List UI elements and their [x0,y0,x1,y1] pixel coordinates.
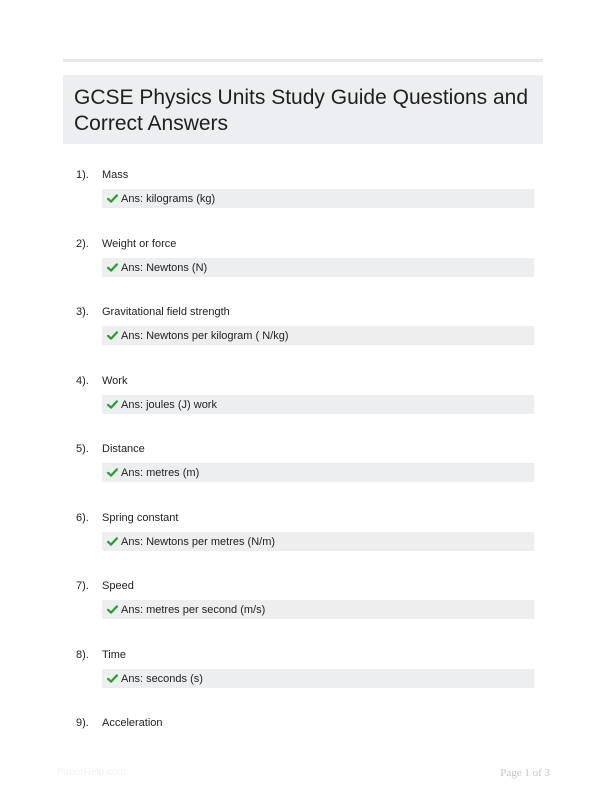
check-icon [107,604,118,615]
question-number: 7). [76,580,89,592]
question-number: 6). [76,512,89,524]
question-number: 5). [76,443,89,455]
answer-text: Ans: metres per second (m/s) [121,603,266,616]
question-item [0,305,606,365]
question-number: 8). [76,649,89,661]
question-text: Gravitational field strength [102,306,230,318]
question-text: Time [102,649,127,661]
page-title: GCSE Physics Units Study Guide Questions and Correct Answers [74,86,529,135]
question-text: Mass [102,169,129,181]
answer-box [102,463,534,482]
answer-text: Ans: metres (m) [121,466,200,479]
question-item [0,579,606,639]
question-text: Distance [102,443,145,455]
question-item [0,168,606,228]
question-number: 4). [76,375,89,387]
question-text: Spring constant [102,512,179,524]
footer-watermark: PaperHelp.com [57,767,126,778]
check-icon [107,399,118,410]
answer-box [102,326,534,345]
answer-box [102,395,534,414]
answer-box [102,600,534,619]
question-number: 1). [76,169,89,181]
answer-text: Ans: kilograms (kg) [121,192,216,205]
answer-text: Ans: Newtons per metres (N/m) [121,535,276,548]
question-item [0,237,606,297]
answer-text: Ans: Newtons (N) [121,261,208,274]
question-number: 3). [76,306,89,318]
check-icon [107,467,118,478]
question-number: 9). [76,717,89,729]
question-text: Speed [102,580,134,592]
question-item [0,648,606,708]
page-number: Page 1 of 3 [500,767,550,779]
answer-text: Ans: seconds (s) [121,672,203,685]
check-icon [107,536,118,547]
question-text: Work [102,375,128,387]
answer-box [102,669,534,688]
question-item [0,374,606,434]
check-icon [107,330,118,341]
question-item [0,511,606,571]
answer-box [102,258,534,277]
question-text: Weight or force [102,238,177,250]
answer-box [102,189,534,208]
answer-text: Ans: joules (J) work [121,398,217,411]
answer-box [102,532,534,551]
answer-text: Ans: Newtons per kilogram ( N/kg) [121,329,289,342]
check-icon [107,262,118,273]
check-icon [107,193,118,204]
question-text: Acceleration [102,717,163,729]
question-number: 2). [76,238,89,250]
check-icon [107,673,118,684]
question-item [0,442,606,502]
